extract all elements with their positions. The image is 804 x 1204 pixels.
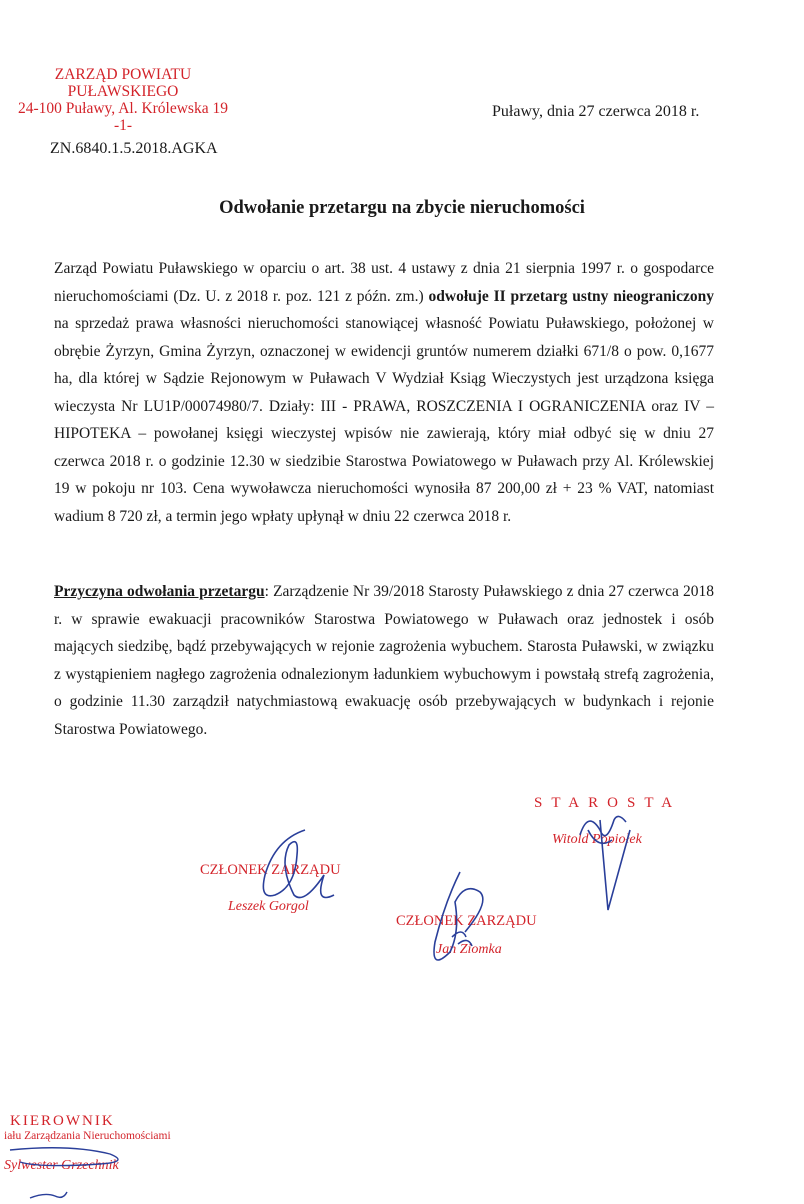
ziomka-handwritten-signature <box>400 862 510 992</box>
gorgol-handwritten-signature <box>235 820 345 920</box>
member-ziomka-title: CZŁONEK ZARZĄDU <box>396 913 537 929</box>
reason-label: Przyczyna odwołania przetargu <box>54 583 265 600</box>
head-department: iału Zarządzania Nieruchomościami <box>4 1130 171 1142</box>
reason-text: Zarządzenie Nr 39/2018 Starosty Puławskiego z dnia 27 czerwca 2018 r. w sprawie ewakuacji pracowników Starostwa Powiatowego w Puławach oraz jednostek i osób mających siedzibę, bądź przebywających w rejonie zagrożenia wybuchem. Starosta Puławski, w związku z wystąpieniem nagłego zagrożenia odnalezionym ładunkiem wybuchowym i powstałą strefą zagrożenia, o godzinie 11.30 zarządził natychmiastową ewakuację osób przebywających w budynkach i rejonie Starostwa Powiatowego. <box>54 583 715 738</box>
document-title: Odwołanie przetargu na zbycie nieruchomości <box>219 198 585 218</box>
letterhead-name: ZARZĄD POWIATU PUŁAWSKIEGO <box>54 66 192 100</box>
letterhead-address: 24-100 Puławy, Al. Królewska 19 <box>18 100 228 117</box>
letterhead-page-marker: -1- <box>113 117 133 134</box>
paragraph-cancellation-bold: odwołuje II przetarg ustny nieograniczony <box>428 287 714 305</box>
member-gorgol-title: CZŁONEK ZARZĄDU <box>200 862 341 878</box>
place-date: Puławy, dnia 27 czerwca 2018 r. <box>492 103 700 120</box>
member-ziomka-name: Jan Ziomka <box>436 942 502 957</box>
paragraph-cancellation-details: na sprzedaż prawa własności nieruchomości stanowiącej własność Powiatu Puławskiego, położonej w obrębie Żyrzyn, Gmina Żyrzyn, oznaczonej w ewidencji gruntów numerem działki 671/8 o pow. 0,1677 ha, dla której w Sądzie Rejonowym w Puławach V Wydział Ksiąg Wieczystych jest urządzona księga wieczysta Nr LU1P/00074980/7. Działy: III - PRAWA, ROSZCZENIA I OGRANICZENIA oraz IV – HIPOTEKA – powołanej księgi wieczystej wpisów nie zawierają, który miał odbyć się w dniu 27 czerwca 2018 r. o godzinie 12.30 w siedzibie Starostwa Powiatowego w Puławach przy Al. Królewskiej 19 w pokoju nr 103. Cena wywoławcza nieruchomości wynosiła 87 200,00 zł + 23 % VAT, natomiast wadium 8 720 zł, a termin jego wpłaty upłynął w dniu 22 czerwca 2018 r. <box>54 315 714 525</box>
member-gorgol-name: Leszek Gorgol <box>228 899 309 914</box>
reason-colon: : <box>264 583 269 600</box>
head-title: KIEROWNIK <box>10 1113 115 1129</box>
letterhead-stamp <box>0 66 246 134</box>
head-handwritten-signature <box>0 1140 140 1204</box>
starosta-title: STAROSTA <box>534 795 682 811</box>
paragraph-cancellation-intro: Zarząd Powiatu Puławskiego w oparciu o art. 38 ust. 4 ustawy z dnia 21 sierpnia 1997 r. o gospodarce nieruchomościami (Dz. U. z 2018 r. poz. 121 z późn. zm.) <box>54 260 714 305</box>
head-name: Sylwester Grzechnik <box>4 1158 119 1173</box>
reference-number: ZN.6840.1.5.2018.AGKA <box>50 140 218 157</box>
starosta-handwritten-signature <box>540 790 660 920</box>
paragraph-reason <box>54 578 714 743</box>
starosta-name: Witold Popiołek <box>552 832 642 847</box>
paragraph-cancellation <box>54 255 714 530</box>
